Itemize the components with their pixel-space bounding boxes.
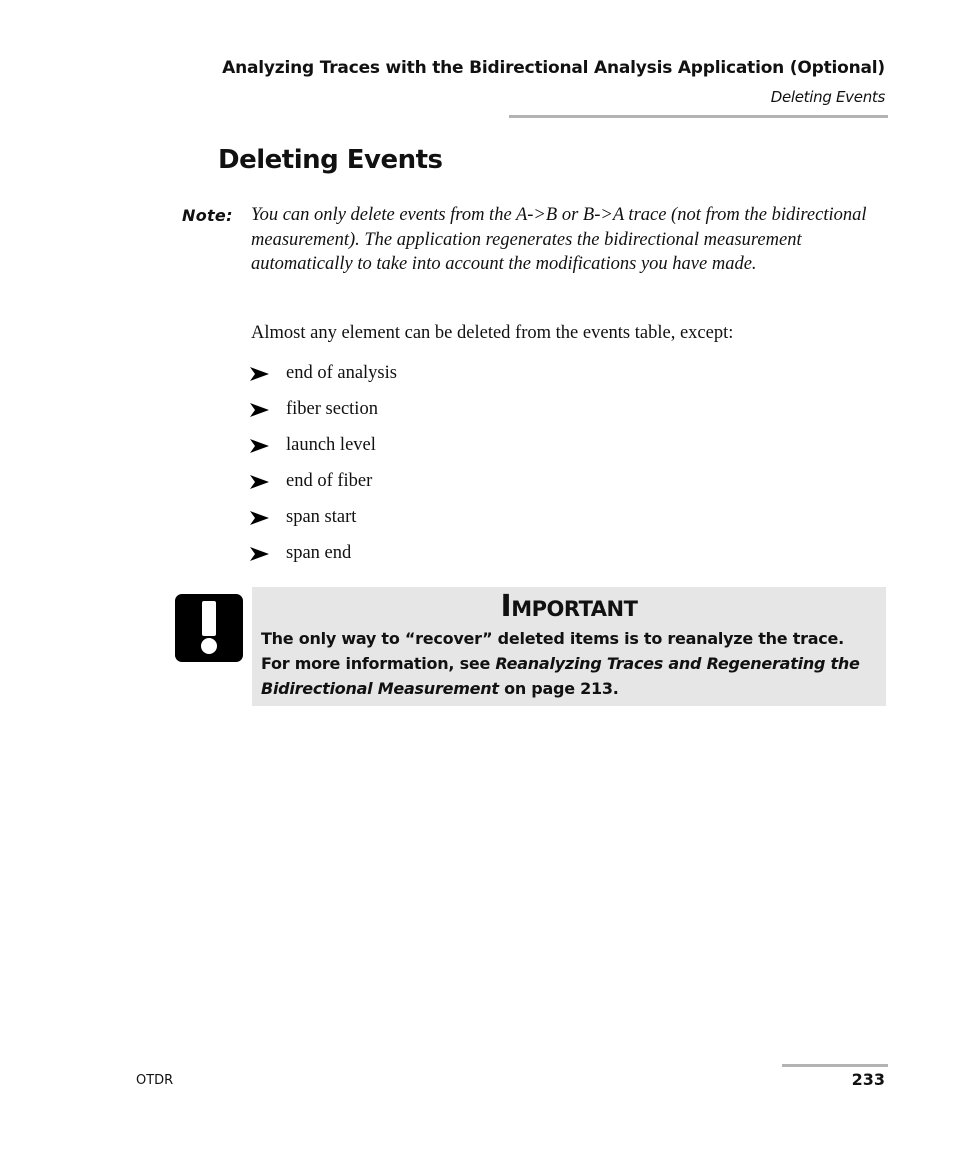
running-header-title: Analyzing Traces with the Bidirectional Analysis Application (Optional) — [222, 58, 885, 78]
important-line-1: The only way to “recover” deleted items is to reanalyze the trace. — [261, 629, 844, 648]
exclamation-bar — [202, 601, 216, 636]
list-item-text: launch level — [286, 435, 376, 455]
important-line-2-prefix: For more information, see — [261, 654, 496, 673]
exclamation-dot — [201, 638, 217, 654]
list-item-text: fiber section — [286, 399, 378, 419]
important-callout — [252, 587, 886, 706]
important-text — [261, 626, 881, 701]
important-title: Important — [500, 589, 638, 624]
note-label: Note: — [182, 206, 233, 225]
section-heading: Deleting Events — [218, 145, 443, 175]
important-line-2-suffix: on page 213. — [498, 679, 619, 698]
list-item-text: end of analysis — [286, 363, 397, 383]
page-number: 233 — [851, 1070, 885, 1089]
note-text: You can only delete events from the A->B or B->A trace (not from the bidirectional measurement). The application regenerates the bidirectional measurement automatically to take into account the modifications you have made. — [251, 205, 867, 275]
list-item-text: end of fiber — [286, 471, 373, 491]
list-item-text: span start — [286, 507, 357, 527]
arrowhead-bullet-icon — [250, 475, 269, 489]
arrowhead-bullet-icon — [250, 439, 269, 453]
intro-paragraph: Almost any element can be deleted from the events table, except: — [251, 323, 734, 343]
footer-rule — [782, 1064, 888, 1067]
running-header-section: Deleting Events — [770, 88, 885, 106]
arrowhead-bullet-icon — [250, 511, 269, 525]
arrowhead-bullet-icon — [250, 367, 269, 381]
list-item-text: span end — [286, 543, 352, 563]
arrowhead-bullet-icon — [250, 547, 269, 561]
footer-product-name: OTDR — [136, 1073, 174, 1088]
cross-reference-link: Reanalyzing Traces and Regenerating the Bidirectional Measurement — [261, 654, 860, 698]
arrowhead-bullet-icon — [250, 403, 269, 417]
header-rule — [509, 115, 888, 118]
exclamation-warning-icon — [175, 594, 243, 662]
